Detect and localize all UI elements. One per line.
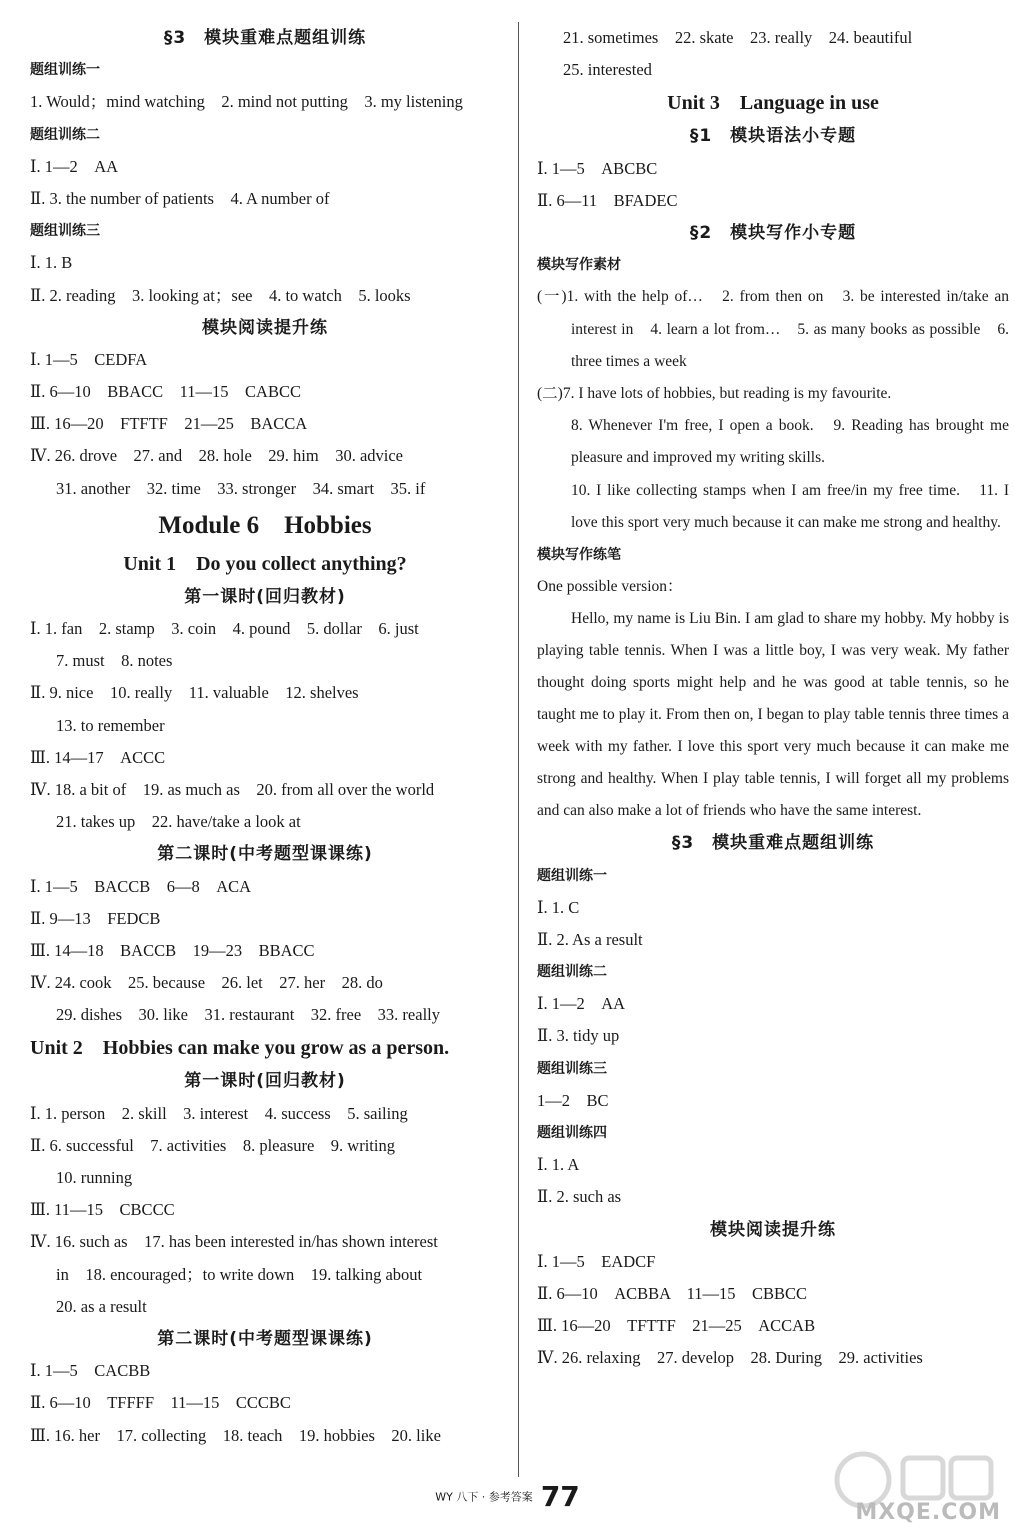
material-part-one: [537, 281, 1009, 378]
answer-line: Ⅱ. 2. such as: [537, 1187, 622, 1207]
answer-line: 13. to remember: [56, 715, 165, 735]
answer-line: Ⅰ. 1—5 BACCB 6—8 ACA: [30, 876, 252, 896]
answer-line: Ⅲ. 16. her 17. collecting 18. teach 19. hobbies 20. like: [30, 1425, 441, 1445]
left-column: [30, 22, 500, 1452]
answer-line: 第二课时(中考题型课课练): [157, 1328, 373, 1349]
material-part-one-label: (一): [537, 288, 567, 306]
answer-line: Ⅱ. 6. successful 7. activities 8. pleasure 9. writing: [30, 1135, 395, 1155]
answer-line: Ⅰ. 1. A: [537, 1155, 580, 1175]
answer-line: 第二课时(中考题型课课练): [157, 844, 373, 865]
material-part-two-b: 8. Whenever I'm free, I open a book. 9. Reading has brought me pleasure and improved my writing skills.: [571, 417, 1009, 467]
answer-line: §3 模块重难点题组训练: [671, 833, 875, 854]
answer-line: Ⅱ. 6—11 BFADEC: [537, 190, 678, 210]
answer-line: Ⅱ. 2. reading 3. looking at；see 4. to watch 5. looks: [30, 285, 411, 305]
answer-line: Ⅱ. 9. nice 10. really 11. valuable 12. shelves: [30, 683, 359, 703]
answer-line: 1—2 BC: [537, 1090, 609, 1110]
answer-line: Unit 3 Language in use: [667, 92, 879, 115]
material-part-two-label: (二): [537, 384, 563, 402]
answer-line: Module 6 Hobbies: [158, 511, 372, 539]
answer-line: Ⅰ. 1—2 AA: [537, 994, 626, 1014]
answer-line: Ⅱ. 6—10 ACBBA 11—15 CBBCC: [537, 1283, 808, 1303]
answer-line: in 18. encouraged；to write down 19. talking about: [56, 1264, 423, 1284]
answer-line: 10. running: [56, 1168, 133, 1187]
model-essay-text: Hello, my name is Liu Bin. I am glad to share my hobby. My hobby is playing table tennis. When I was a little boy, I was very weak. My father thought doing sports might help and he was good at table tennis, so he taught me to play it. From then on, I began to play table tennis three times a week with my father. I love this sport very much because it can make me strong and healthy. When I play table tennis, I will forget all my problems and can also make a lot of friends who have the same interest.: [537, 610, 1009, 820]
answer-line: Ⅳ. 24. cook 25. because 26. let 27. her 28. do: [30, 973, 383, 993]
answer-line: §2 模块写作小专题: [689, 222, 857, 243]
right-column: [537, 22, 1009, 1375]
page-number: 77: [540, 1480, 580, 1513]
model-essay: [537, 603, 1009, 827]
answer-line: Ⅰ. 1—5 CEDFA: [30, 349, 148, 369]
answer-line: Ⅰ. 1—5 CACBB: [30, 1361, 151, 1381]
answer-line: Ⅰ. 1—5 ABCBC: [537, 158, 658, 178]
answer-line: Ⅰ. 1. person 2. skill 3. interest 4. success 5. sailing: [30, 1103, 408, 1123]
material-part-two-text-a: 7. I have lots of hobbies, but reading is my favourite.: [562, 384, 892, 402]
answer-line: 题组训练三: [30, 223, 100, 240]
footer-code: WY 八下 · 参考答案: [435, 1490, 533, 1504]
answer-line: 题组训练二: [30, 126, 100, 143]
material-part-two: [537, 378, 1009, 410]
answer-line: §1 模块语法小专题: [689, 126, 857, 147]
answer-line: Ⅰ. 1—2 AA: [30, 156, 119, 176]
watermark-text: MXQE.COM: [855, 1500, 1001, 1525]
answer-line: 题组训练三: [537, 1060, 607, 1077]
writing-material: [537, 281, 1009, 539]
answer-line: Unit 1 Do you collect anything?: [123, 552, 407, 575]
answer-line: Ⅰ. 1. fan 2. stamp 3. coin 4. pound 5. dollar 6. just: [30, 619, 419, 638]
answer-line: 7. must 8. notes: [56, 651, 173, 671]
answer-line: Ⅰ. 1—5 EADCF: [537, 1251, 656, 1271]
answer-line: 21. sometimes 22. skate 23. really 24. beautiful: [563, 28, 913, 47]
answer-line: Ⅱ. 9—13 FEDCB: [30, 908, 161, 928]
answer-line: Ⅱ. 3. tidy up: [537, 1026, 620, 1046]
answer-line: 题组训练一: [30, 62, 100, 79]
answer-line: Ⅲ. 16—20 FTFTF 21—25 BACCA: [30, 414, 308, 434]
answer-line: Ⅰ. 1. B: [30, 253, 73, 273]
answer-line: Ⅳ. 18. a bit of 19. as much as 20. from all over the world: [30, 779, 435, 799]
answer-line: 模块阅读提升练: [710, 1219, 836, 1240]
answer-line: 模块写作素材: [537, 257, 621, 274]
answer-line: Ⅳ. 26. drove 27. and 28. hole 29. him 30. advice: [30, 446, 404, 466]
writing-practice-heading: 模块写作练笔: [537, 546, 621, 563]
answer-line: Ⅰ. 1. C: [537, 897, 580, 917]
answer-line: 模块阅读提升练: [202, 317, 328, 338]
version-label: One possible version：: [537, 578, 683, 596]
right-column-bottom: [537, 827, 1009, 1374]
answer-line: Ⅱ. 3. the number of patients 4. A number of: [30, 188, 330, 208]
answer-line: Ⅳ. 16. such as 17. has been interested in/has shown interest: [30, 1232, 438, 1252]
answer-line: Ⅳ. 26. relaxing 27. develop 28. During 29. activities: [537, 1348, 923, 1368]
answer-line: Ⅱ. 6—10 BBACC 11—15 CABCC: [30, 382, 301, 402]
answer-line: 29. dishes 30. like 31. restaurant 32. free 33. really: [56, 1005, 440, 1025]
answer-line: Ⅲ. 11—15 CBCCC: [30, 1200, 175, 1220]
answer-line: Ⅲ. 14—17 ACCC: [30, 747, 166, 767]
answer-line: 题组训练二: [537, 964, 607, 981]
answer-line: 21. takes up 22. have/take a look at: [56, 812, 301, 832]
right-column-top: [537, 22, 1009, 281]
answer-line: 31. another 32. time 33. stronger 34. smart 35. if: [56, 478, 426, 498]
answer-line: Unit 2 Hobbies can make you grow as a person.: [30, 1037, 450, 1060]
answer-line: 25. interested: [563, 60, 652, 80]
answer-line: Ⅲ. 16—20 TFTTF 21—25 ACCAB: [537, 1316, 816, 1336]
column-divider: [518, 22, 519, 1477]
answer-line: 第一课时(回归教材): [184, 586, 346, 607]
answer-line: 题组训练一: [537, 867, 607, 884]
answer-line: §3 模块重难点题组训练: [163, 28, 367, 48]
material-part-one-text: 1. with the help of… 2. from then on 3. be interested in/take an interest in 4. learn a lot from… 5. as many books as possible 6. three times a week: [566, 288, 1009, 370]
answer-line: 20. as a result: [56, 1296, 147, 1316]
answer-line: 1. Would；mind watching 2. mind not putting 3. my listening: [30, 92, 463, 112]
answer-line: Ⅲ. 14—18 BACCB 19—23 BBACC: [30, 940, 315, 960]
answer-line: Ⅱ. 2. As a result: [537, 929, 643, 949]
answer-line: 第一课时(回归教材): [184, 1071, 346, 1092]
answer-line: Ⅱ. 6—10 TFFFF 11—15 CCCBC: [30, 1393, 291, 1413]
material-part-two-c: 10. I like collecting stamps when I am free/in my free time. 11. I love this sport very much because it can make me strong and healthy.: [571, 481, 1009, 531]
answer-line: 题组训练四: [537, 1125, 607, 1141]
